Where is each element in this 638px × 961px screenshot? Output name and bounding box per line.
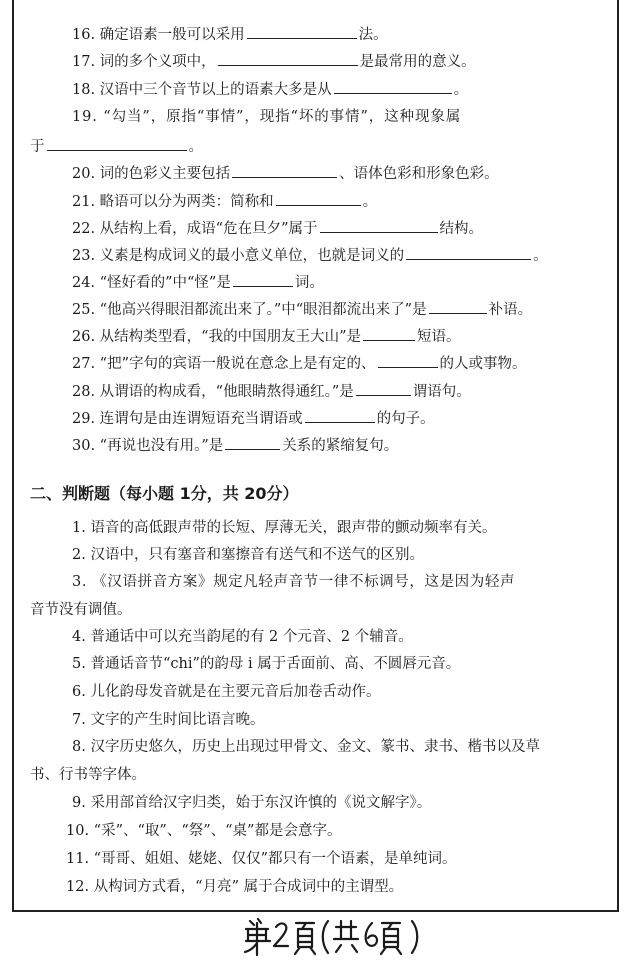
item-text: 《汉语拼音方案》规定凡轻声音节一律不标调号，这是因为轻声 bbox=[92, 574, 516, 590]
answer-blank[interactable] bbox=[356, 381, 411, 396]
question-text: 于 bbox=[30, 139, 45, 155]
item-text: “采”、“取”、“祭”、“桌”都是会意字。 bbox=[93, 823, 342, 839]
question-text-end: 短语。 bbox=[417, 329, 461, 345]
question-23 bbox=[72, 245, 548, 266]
answer-blank[interactable] bbox=[378, 353, 438, 368]
question-28 bbox=[72, 381, 471, 402]
question-29 bbox=[72, 408, 435, 429]
question-text: 从谓语的构成看，“他眼睛熬得通红。”是 bbox=[99, 384, 354, 400]
question-19-continued bbox=[30, 136, 203, 157]
question-20 bbox=[72, 163, 499, 184]
question-number: 23. bbox=[72, 248, 96, 264]
question-24 bbox=[72, 272, 324, 293]
question-text-end: 结构。 bbox=[439, 221, 483, 237]
question-30 bbox=[72, 435, 398, 456]
item-number: 6. bbox=[72, 684, 86, 700]
item-text: 从构词方式看，“月亮” 属于合成词中的主谓型。 bbox=[93, 879, 404, 895]
item-number: 10. bbox=[66, 823, 90, 839]
answer-blank[interactable] bbox=[406, 245, 531, 260]
judge-item-3 bbox=[72, 572, 515, 592]
question-text: 汉语中三个音节以上的语素大多是从 bbox=[99, 82, 332, 98]
handwritten-page-number bbox=[240, 913, 440, 957]
answer-blank[interactable] bbox=[247, 24, 357, 39]
question-text: 确定语素一般可以采用 bbox=[99, 27, 245, 43]
question-number: 19. bbox=[72, 109, 98, 125]
judge-item-12 bbox=[66, 877, 403, 897]
question-text-end: 、语体色彩和形象色彩。 bbox=[339, 166, 499, 182]
judge-item-10 bbox=[66, 821, 341, 841]
question-number: 16. bbox=[72, 27, 96, 43]
question-text-end: 是最常用的意义。 bbox=[359, 54, 476, 70]
question-number: 20. bbox=[72, 166, 96, 182]
question-number: 17. bbox=[72, 54, 96, 70]
question-text: “怪好看的”中“怪”是 bbox=[99, 275, 231, 291]
question-26 bbox=[72, 326, 461, 347]
question-text-end: 法。 bbox=[358, 27, 388, 43]
answer-blank[interactable] bbox=[276, 191, 361, 206]
item-text: 汉语中，只有塞音和塞擦音有送气和不送气的区别。 bbox=[90, 547, 424, 563]
question-18 bbox=[72, 79, 468, 100]
section-heading: 二、判断题（每小题 1分，共 20分） bbox=[30, 484, 299, 503]
judge-item-7 bbox=[72, 710, 264, 730]
question-number: 28. bbox=[72, 384, 96, 400]
question-number: 24. bbox=[72, 275, 96, 291]
item-text: 语音的高低跟声带的长短、厚薄无关，跟声带的颤动频率有关。 bbox=[90, 520, 497, 536]
answer-blank[interactable] bbox=[218, 51, 358, 66]
judge-item-11 bbox=[66, 849, 457, 869]
answer-blank[interactable] bbox=[225, 435, 280, 450]
item-text: 采用部首给汉字归类，始于东汉许慎的《说文解字》。 bbox=[90, 795, 432, 811]
item-number: 4. bbox=[72, 629, 86, 645]
item-number: 3. bbox=[72, 574, 88, 590]
answer-blank[interactable] bbox=[47, 136, 187, 151]
item-text: 儿化韵母发音就是在主要元音后加卷舌动作。 bbox=[90, 684, 381, 700]
item-text: 汉字历史悠久，历史上出现过甲骨文、金文、篆书、隶书、楷书以及草 bbox=[90, 739, 540, 755]
item-text: 普通话音节“chi”的韵母 i 属于舌面前、高、不圆唇元音。 bbox=[90, 656, 461, 672]
question-number: 22. bbox=[72, 221, 96, 237]
question-text-end: 。 bbox=[453, 82, 469, 98]
item-text: 普通话中可以充当韵尾的有 2 个元音、2 个辅音。 bbox=[90, 629, 413, 645]
question-text-end: 关系的紧缩复句。 bbox=[282, 438, 399, 454]
judge-item-3-continued bbox=[30, 600, 132, 620]
item-number: 8. bbox=[72, 739, 86, 755]
item-number: 7. bbox=[72, 712, 86, 728]
question-text: 从结构上看，成语“危在旦夕”属于 bbox=[99, 221, 318, 237]
judge-item-4 bbox=[72, 627, 413, 647]
question-19 bbox=[72, 107, 461, 127]
item-text: 文字的产生时间比语言晚。 bbox=[90, 712, 265, 728]
question-text: “他高兴得眼泪都流出来了。”中“眼泪都流出来了”是 bbox=[99, 302, 427, 318]
item-number: 2. bbox=[72, 547, 86, 563]
item-text: 书、行书等字体。 bbox=[30, 767, 146, 783]
question-text: 从结构类型看，“我的中国朋友王大山”是 bbox=[99, 329, 361, 345]
question-text: 连谓句是由连谓短语充当谓语或 bbox=[99, 411, 303, 427]
item-number: 11. bbox=[66, 851, 90, 867]
answer-blank[interactable] bbox=[232, 163, 337, 178]
question-27 bbox=[72, 353, 527, 374]
question-text: “把”字句的宾语一般说在意念上是有定的、 bbox=[99, 356, 376, 372]
question-text-end: 谓语句。 bbox=[412, 384, 471, 400]
item-number: 1. bbox=[72, 520, 86, 536]
item-number: 12. bbox=[66, 879, 90, 895]
question-text: 义素是构成词义的最小意义单位，也就是词义的 bbox=[99, 248, 405, 264]
question-text-end: 的句子。 bbox=[376, 411, 435, 427]
question-22 bbox=[72, 218, 483, 239]
answer-blank[interactable] bbox=[429, 299, 487, 314]
judge-item-8 bbox=[72, 737, 540, 757]
question-text-end: 。 bbox=[533, 248, 548, 264]
answer-blank[interactable] bbox=[363, 326, 415, 341]
judge-item-5 bbox=[72, 654, 460, 674]
question-25 bbox=[72, 299, 532, 320]
question-17 bbox=[72, 51, 476, 72]
item-number: 5. bbox=[72, 656, 86, 672]
question-text-end: 的人或事物。 bbox=[439, 356, 527, 372]
judge-item-1 bbox=[72, 518, 496, 538]
answer-blank[interactable] bbox=[233, 272, 293, 287]
question-21 bbox=[72, 191, 377, 212]
question-text: 词的多个义项中， bbox=[99, 54, 216, 70]
item-text: 音节没有调值。 bbox=[30, 602, 132, 618]
question-text-end: 。 bbox=[362, 194, 378, 210]
question-number: 29. bbox=[72, 411, 96, 427]
answer-blank[interactable] bbox=[334, 79, 452, 94]
question-text-end: 补语。 bbox=[488, 302, 533, 318]
item-number: 9. bbox=[72, 795, 86, 811]
question-text-end: 词。 bbox=[294, 275, 324, 291]
judge-item-9 bbox=[72, 793, 431, 813]
question-16 bbox=[72, 24, 388, 45]
question-text: 略语可以分为两类：简称和 bbox=[99, 194, 274, 210]
question-text: “再说也没有用。”是 bbox=[99, 438, 224, 454]
question-number: 18. bbox=[72, 82, 96, 98]
question-number: 21. bbox=[72, 194, 96, 210]
question-number: 27. bbox=[72, 356, 96, 372]
judge-item-8-continued bbox=[30, 765, 146, 785]
answer-blank[interactable] bbox=[320, 218, 438, 233]
question-number: 30. bbox=[72, 438, 96, 454]
answer-blank[interactable] bbox=[305, 408, 375, 423]
question-number: 25. bbox=[72, 302, 96, 318]
judge-item-6 bbox=[72, 682, 380, 702]
judge-item-2 bbox=[72, 545, 424, 565]
item-text: “哥哥、姐姐、姥姥、仅仅”都只有一个语素，是单纯词。 bbox=[93, 851, 457, 867]
question-text-end: 。 bbox=[188, 139, 203, 155]
question-text: “勾当”，原指“事情”，现指“坏的事情”，这种现象属 bbox=[103, 109, 462, 125]
question-number: 26. bbox=[72, 329, 96, 345]
question-text: 词的色彩义主要包括 bbox=[99, 166, 231, 182]
